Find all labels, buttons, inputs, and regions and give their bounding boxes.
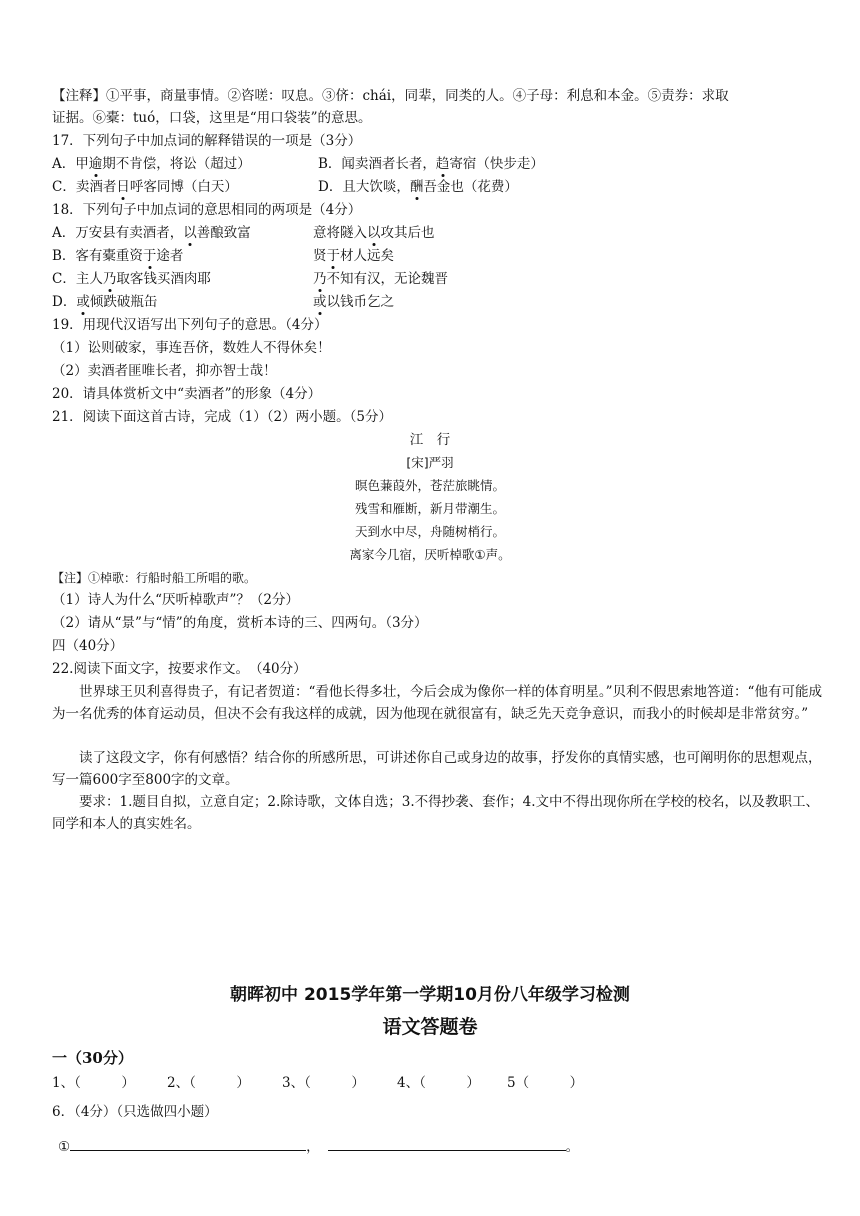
answer-slot-4[interactable]: 4、（ ） — [397, 1075, 480, 1091]
question-18-option-d-right: 或以钱币乞之 — [313, 294, 394, 310]
question-19-sentence-2: （2）卖酒者匪唯长者，抑亦智士哉！ — [52, 363, 277, 379]
answer-slot-2[interactable]: 2、（ ） — [167, 1075, 250, 1091]
question-20-stem: 20．请具体赏析文中“卖酒者”的形象（4分） — [52, 386, 322, 402]
question-17-option-a: A．甲逾期不肯偿，将讼（超过） — [52, 156, 251, 172]
answer-sheet-title: 朝晖初中 2015学年第一学期10月份八年级学习检测 — [230, 985, 630, 1005]
answer-section-1-label: 一（30分） — [52, 1049, 133, 1067]
answer-blank-1a[interactable] — [70, 1136, 306, 1151]
question-17-stem: 17．下列句子中加点词的解释错误的一项是（3分） — [52, 133, 362, 149]
question-18-option-a-left: A．万安县有卖酒者，以善酿致富 — [52, 225, 251, 241]
question-18-option-c-right: 乃不知有汉，无论魏晋 — [313, 271, 448, 287]
period-mark: 。 — [565, 1139, 580, 1155]
essay-prompt-paragraph-2: 读了这段文字，你有何感悟？结合你的所感所思，可讲述你自己或身边的故事，抒发你的真情实感，也可阐明你的思想观点，写一篇600字至800字的文章。 — [52, 750, 822, 788]
poem-note: 【注】①棹歌：行船时船工所唱的歌。 — [52, 571, 257, 585]
circled-marker-1: ① — [58, 1139, 71, 1155]
question-17-option-b: B．闻卖酒者长者，趋寄宿（快步走） — [318, 156, 544, 172]
poem-line-1: 暝色蒹葭外，苍茫旅眺情。 — [354, 478, 505, 493]
question-18-option-b-left: B．客有橐重资于途者 — [52, 248, 184, 264]
answer-blank-1b[interactable] — [328, 1136, 566, 1151]
question-18-option-b-right: 贤于材人远矣 — [313, 248, 394, 264]
essay-prompt-paragraph-1: 世界球王贝利喜得贵子，有记者贺道：“看他长得多壮，今后会成为像你一样的体育明星。”贝利不假思索地答道：“他有可能成为一名优秀的体育运动员，但决不会有我这样的成就，因为他现在就很富有，缺乏先天竞争意识，而我小的时候却是非常贫穷。” — [52, 684, 822, 722]
comma-separator: ， — [306, 1139, 320, 1155]
poem-author: [宋]严羽 — [406, 455, 454, 470]
essay-requirements: 要求：1.题目自拟，立意自定；2.除诗歌，文体自选；3.不得抄袭、套作；4.文中不得出现你所在学校的校名，以及教职工、同学和本人的真实姓名。 — [52, 794, 820, 832]
question-18-stem: 18．下列句子中加点词的意思相同的两项是（4分） — [52, 202, 362, 218]
question-21-sub-1: （1）诗人为什么“厌听棹歌声”？（2分） — [52, 592, 299, 608]
answer-row-choices — [52, 1073, 583, 1093]
poem-line-3: 天到水中尽，舟随树梢行。 — [354, 524, 505, 539]
question-21-sub-2: （2）请从“景”与“情”的角度，赏析本诗的三、四两句。（3分） — [52, 615, 428, 631]
answer-slot-3[interactable]: 3、（ ） — [282, 1075, 365, 1091]
poem-line-2: 残雪和雁断，新月带潮生。 — [354, 501, 505, 516]
question-21-stem: 21．阅读下面这首古诗，完成（1）（2）两小题。（5分） — [52, 409, 392, 425]
answer-slot-5[interactable]: 5（ ） — [507, 1075, 584, 1091]
answer-sheet-subtitle: 语文答题卷 — [382, 1016, 478, 1038]
question-18-option-d-left: D．或倾跌破瓶缶 — [52, 294, 158, 310]
question-17-option-c: C．卖酒者日呼客同博（白天） — [52, 179, 238, 195]
annotation-line-1: 【注释】①平事，商量事情。②咨嗟：叹息。③侪：chái，同辈，同类的人。④子母：利息和本金。⑤责券：求取 — [52, 88, 729, 104]
question-18-option-c-left: C．主人乃取客钱买酒肉耶 — [52, 271, 211, 287]
question-19-stem: 19．用现代汉语写出下列句子的意思。（4分） — [52, 317, 328, 333]
section-4-label: 四（40分） — [52, 638, 124, 654]
question-18-option-a-right: 意将隧入以攻其后也 — [313, 225, 435, 241]
poem-title: 江 行 — [409, 432, 451, 448]
question-6-label: 6．（4分）（只选做四小题） — [52, 1104, 218, 1120]
question-19-sentence-1: （1）讼则破家，事连吾侪，数姓人不得休矣！ — [52, 340, 331, 356]
question-17-option-d: D．且大饮啖，酬吾金也（花费） — [318, 179, 518, 195]
poem-line-4: 离家今几宿，厌听棹歌①声。 — [349, 547, 511, 562]
answer-slot-1[interactable]: 1、（ ） — [52, 1075, 135, 1091]
question-22-stem: 22.阅读下面文字，按要求作文。 （40分） — [52, 661, 307, 677]
annotation-line-2: 证据。⑥橐：tuó，口袋，这里是“用口袋装”的意思。 — [52, 110, 372, 126]
question-6-answer-line — [58, 1136, 579, 1157]
